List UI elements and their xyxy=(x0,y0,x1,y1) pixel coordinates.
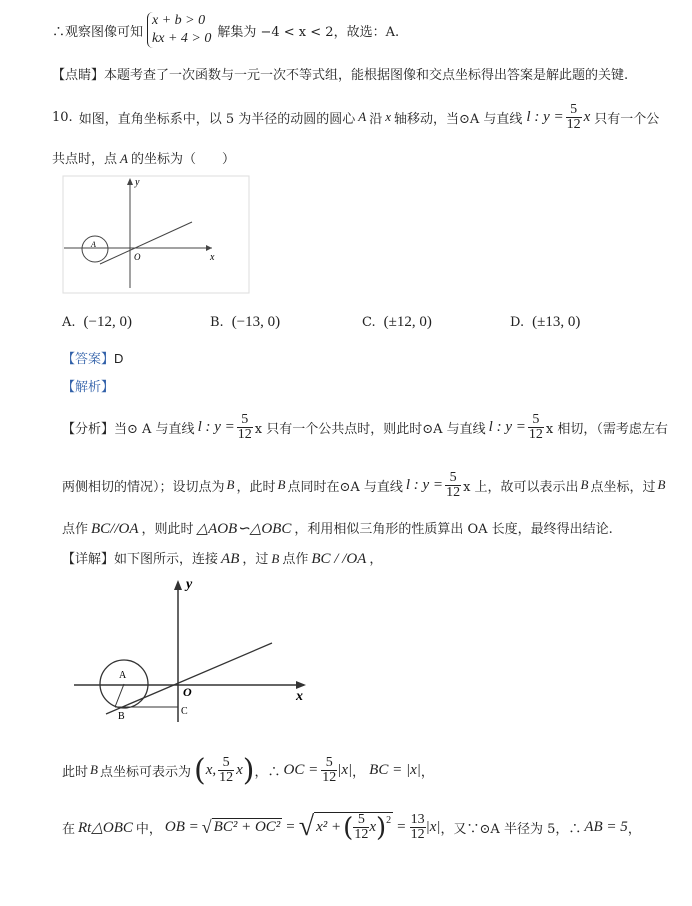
answer-row: 【答案】D xyxy=(62,351,124,367)
figure-1-frame xyxy=(63,176,249,293)
answer-line-9 xyxy=(52,8,399,52)
option-c: C. (±12, 0) xyxy=(362,314,432,330)
y-axis-arrow xyxy=(127,178,133,185)
label-a: A xyxy=(91,240,96,249)
option-d: D. (±13, 0) xyxy=(510,314,581,330)
line-l xyxy=(106,643,272,714)
label-o: O xyxy=(134,252,141,262)
analysis-line2: 两侧相切的情况）；设切点为 B ，此时 B 点同时在⊙A 与直线 l : y = $\frac{5}{12}$ x 上，故可以表示出 B 点坐标，过 B xyxy=(62,469,666,500)
label-o: O xyxy=(183,685,192,699)
line-l xyxy=(100,222,192,264)
solution-text: 解集为 −4 < x < 2 xyxy=(217,24,334,40)
label-x: x xyxy=(296,689,303,704)
label-x: x xyxy=(210,252,215,263)
slope-fraction: $\frac{5}{12}$ xyxy=(566,101,581,132)
analysis-tag: 【解析】 xyxy=(62,380,115,395)
coord-line: 此时 B 点坐标可表示为 ( x, $\frac{5}{12}$ x ) ，∴ OC = $\frac{5}{12}$ |x| ， BC = |x| ， xyxy=(62,752,434,788)
detail-line: 【详解】如下图所示，连接 AB ，过 B 点作 BC / /OA ， xyxy=(62,551,383,567)
prefix-text: ∴观察图像可知 xyxy=(52,24,144,40)
option-b: B. (−13, 0) xyxy=(210,314,281,330)
analysis-line1: 【分析】 当⊙ A 与直线 l : y = $\frac{5}{12}$ x 只有一个公共点时，则此时⊙A 与直线 l : y = $\frac{5}{12}$ x 相切，（需考虑左右 xyxy=(62,411,668,442)
question-10-line2: 共点时，点 A 的坐标为（ ） xyxy=(52,151,235,167)
y-axis-arrow xyxy=(174,580,182,590)
label-b: B xyxy=(118,711,125,722)
option-a: A. (−12, 0) xyxy=(62,314,132,330)
label-c: C xyxy=(181,706,188,717)
x-axis-arrow xyxy=(296,681,306,689)
label-y: y xyxy=(186,577,193,592)
analysis-line3: 点作 BC//OA ，则此时 △AOB∽△OBC ，利用相似三角形的性质算出 OA 长度，最终得出结论. xyxy=(62,521,613,537)
inequality-system: x + b > 0 kx + 4 > 0 xyxy=(147,12,211,48)
figure-1 xyxy=(62,170,252,295)
x-axis-arrow xyxy=(206,245,212,251)
tip-comment: 【点睛】本题考查了一次函数与一元一次不等式组，能根据图像和交点坐标得出答案是解此题的关键. xyxy=(52,68,629,83)
figure-2 xyxy=(70,572,320,732)
rt-line: 在 Rt△OBC 中， OB = √ BC² + OC² = √ x² + ( $\frac{5}{12}$ x ) 2 = $\frac{13}{12}$ |x| ，又∵⊙A 半径为 5，∴ AB = 5 ， xyxy=(62,811,641,843)
segment-ab xyxy=(115,684,124,707)
question-10-line1: 10. 如图，直角坐标系中，以 5 为半径的动圆的圆心 A 沿 x 轴移动，当⊙A 与直线 l : y = $\frac{5}{12}$ x 只有一个公 xyxy=(52,101,660,132)
label-a: A xyxy=(119,670,127,681)
question-number: 10. xyxy=(52,109,73,125)
label-y: y xyxy=(135,177,140,188)
choice-text: ，故选：A. xyxy=(333,24,400,40)
